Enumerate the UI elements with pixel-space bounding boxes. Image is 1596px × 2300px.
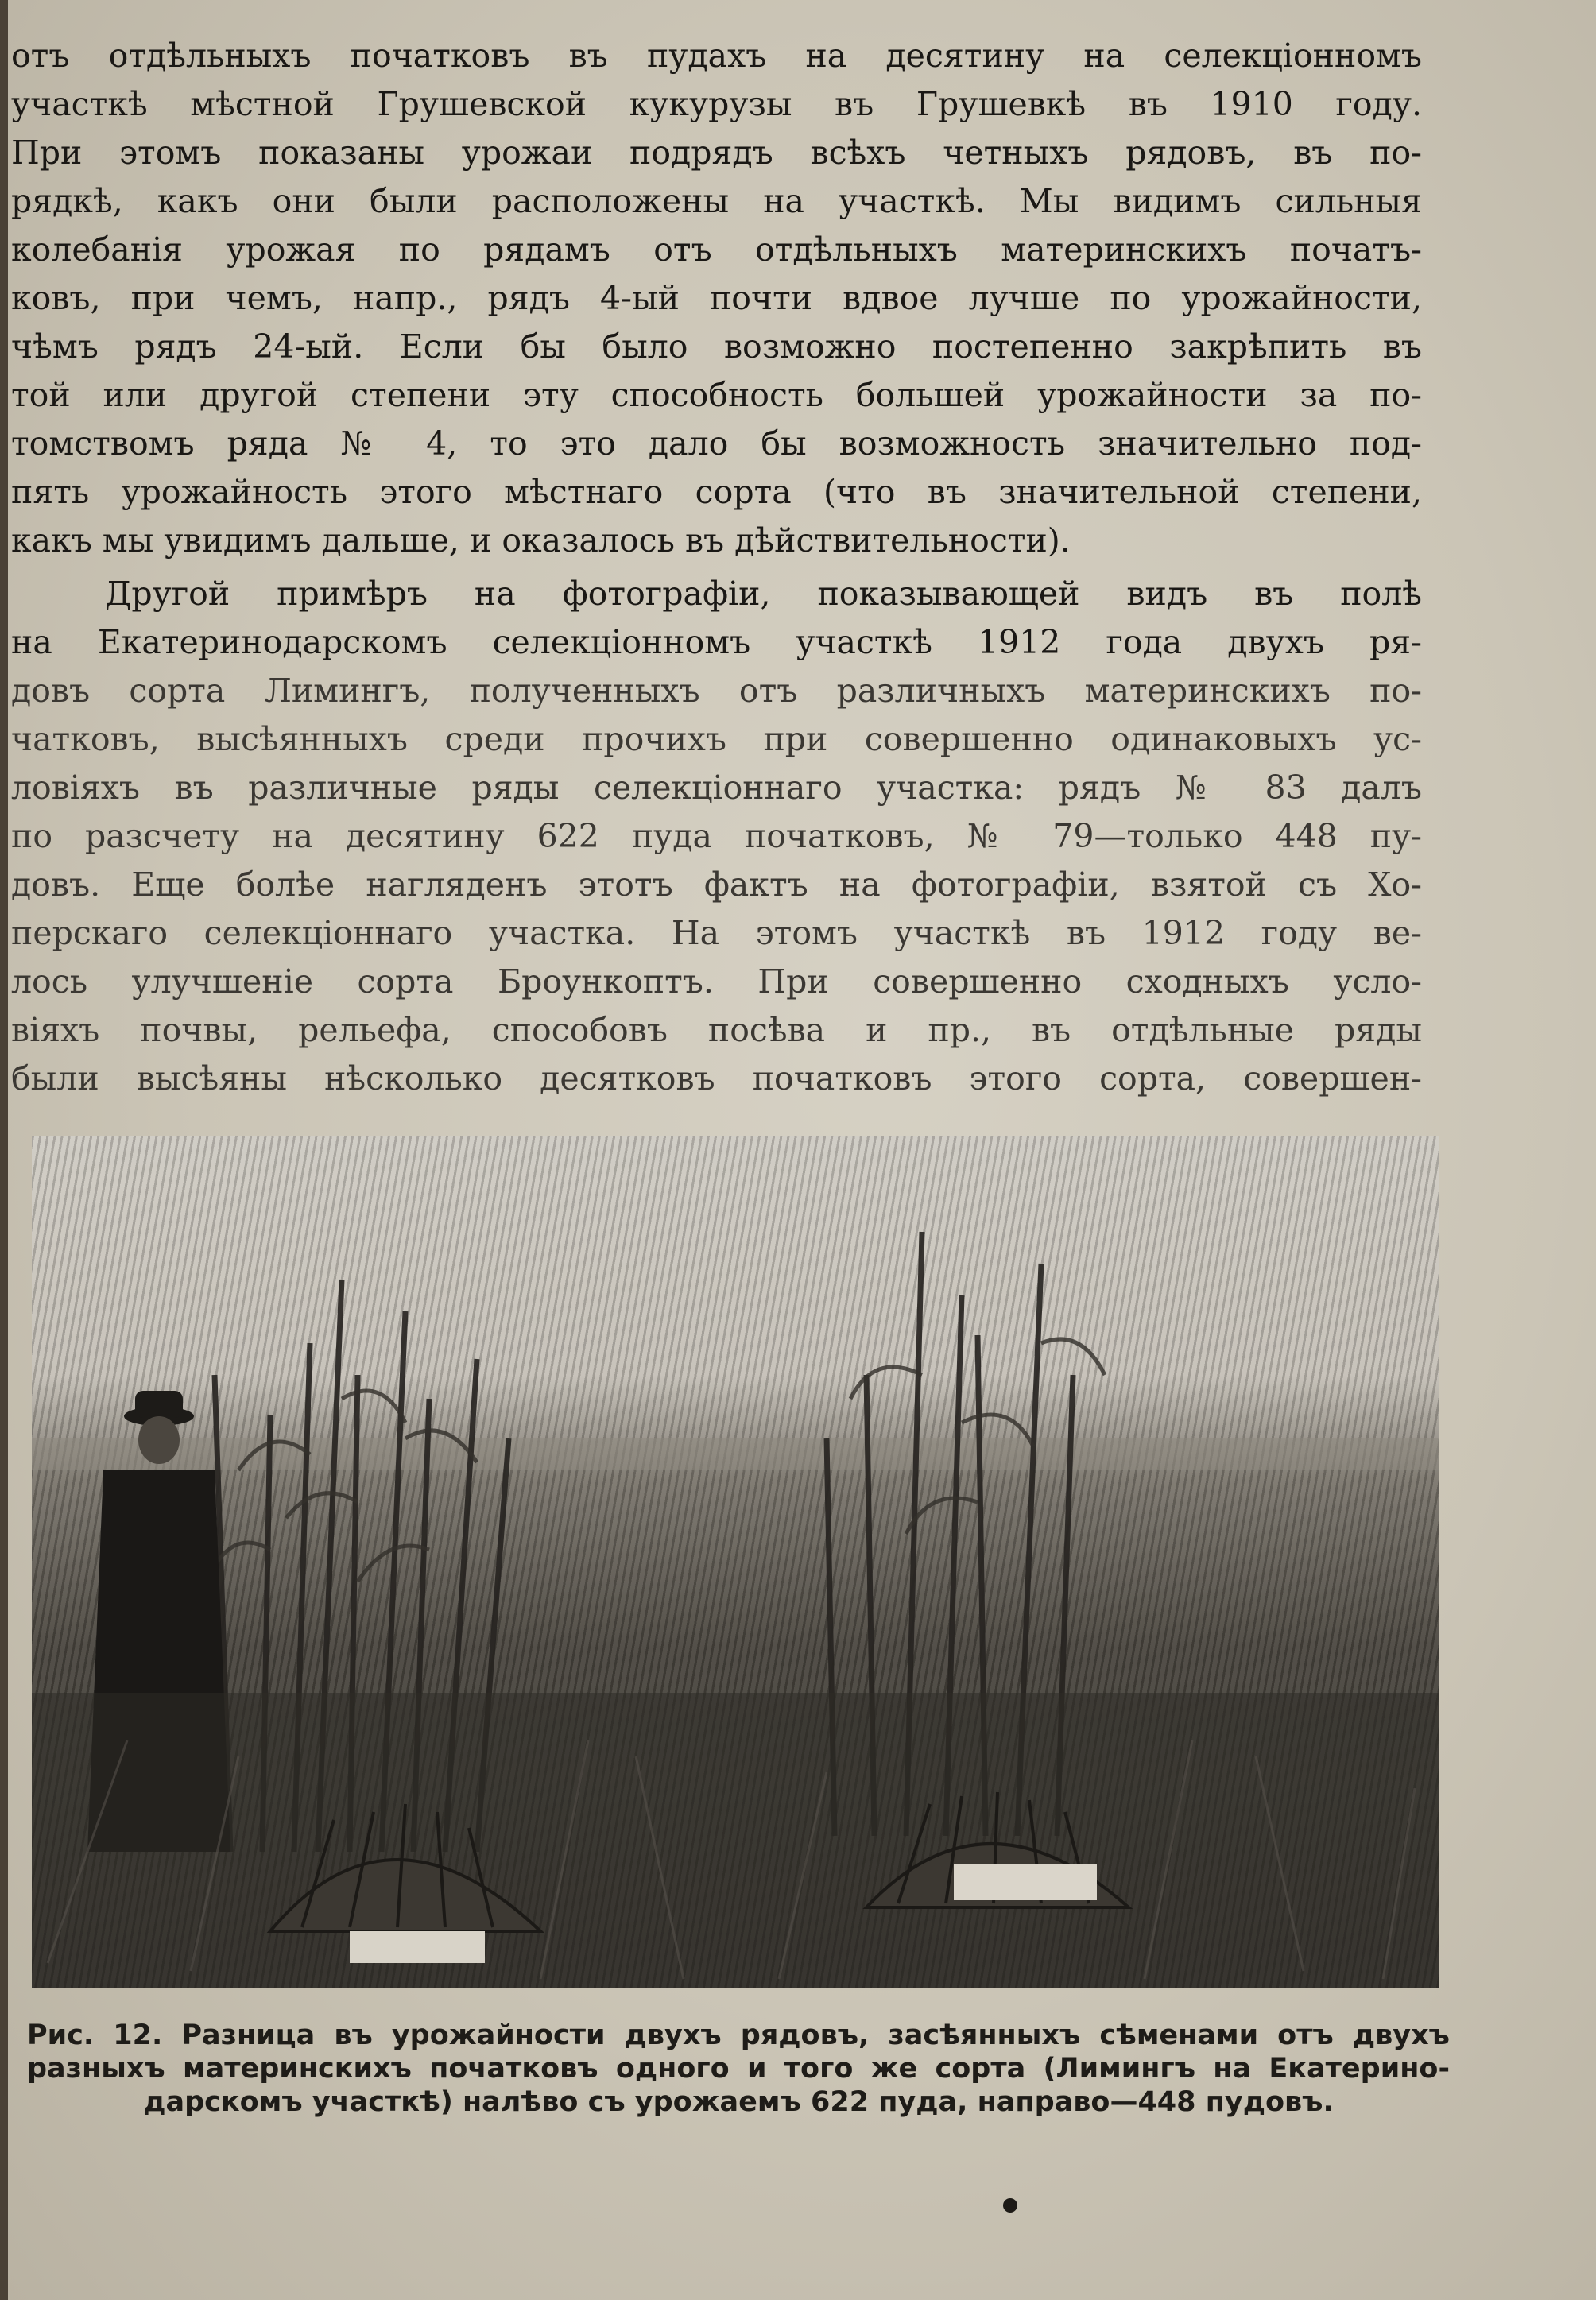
text-line: При этомъ показаны урожаи подрядъ всѣхъ четныхъ рядовъ, въ по- — [11, 134, 1422, 172]
body-text — [11, 32, 1422, 1103]
caption-line: разныхъ материнскихъ початковъ одного и того же сорта (Лимингъ на Екатерино- — [27, 2053, 1450, 2085]
text-line: ловіяхъ въ различные ряды селекціоннаго участка: рядъ № 83 далъ — [11, 769, 1422, 807]
caption-line: дарскомъ участкѣ) налѣво съ урожаемъ 622 пуда, направо—448 пудовъ. — [143, 2086, 1334, 2118]
text-line: какъ мы увидимъ дальше, и оказалось въ дѣйствительности). — [11, 521, 1071, 560]
text-line: по разсчету на десятину 622 пуда початковъ, № 79—только 448 пу- — [11, 817, 1422, 855]
cornfield-photograph — [32, 1136, 1439, 1988]
paragraph-2 — [11, 570, 1422, 1103]
caption-line: Рис. 12. Разница въ урожайности двухъ рядовъ, засѣянныхъ сѣменами отъ двухъ — [27, 2019, 1450, 2051]
label-card-right — [954, 1864, 1097, 1900]
text-line: рядкѣ, какъ они были расположены на участкѣ. Мы видимъ сильныя — [11, 182, 1422, 220]
text-line: довъ сорта Лимингъ, полученныхъ отъ различныхъ материнскихъ по- — [11, 672, 1422, 710]
page-binding-edge — [0, 0, 8, 2300]
text-line: перскаго селекціоннаго участка. На этомъ участкѣ въ 1912 году ве- — [11, 914, 1422, 952]
paragraph-1 — [11, 32, 1422, 565]
text-line: той или другой степени эту способность большей урожайности за по- — [11, 376, 1422, 414]
text-line: на Екатеринодарскомъ селекціонномъ участкѣ 1912 года двухъ ря- — [11, 623, 1422, 661]
text-line: ковъ, при чемъ, напр., рядъ 4-ый почти вдвое лучше по урожайности, — [11, 279, 1422, 317]
figure-caption — [27, 2019, 1450, 2119]
text-line: чѣмъ рядъ 24-ый. Если бы было возможно постепенно закрѣпить въ — [11, 327, 1422, 366]
text-line: были высѣяны нѣсколько десятковъ початковъ этого сорта, совершен- — [11, 1059, 1422, 1098]
text-line: лось улучшеніе сорта Броункоптъ. При совершенно сходныхъ усло- — [11, 962, 1422, 1001]
text-line: колебанія урожая по рядамъ отъ отдѣльныхъ материнскихъ початъ- — [11, 230, 1422, 269]
text-line: віяхъ почвы, рельефа, способовъ посѣва и пр., въ отдѣльные ряды — [11, 1011, 1422, 1049]
text-line: чатковъ, высѣянныхъ среди прочихъ при совершенно одинаковыхъ ус- — [11, 720, 1422, 758]
ink-spot — [1003, 2198, 1017, 2213]
label-card-left — [350, 1931, 485, 1963]
text-line: пять урожайность этого мѣстнаго сорта (что въ значительной степени, — [11, 473, 1422, 511]
text-line: Другой примѣръ на фотографіи, показывающей видъ въ полѣ — [105, 575, 1422, 613]
text-line: отъ отдѣльныхъ початковъ въ пудахъ на десятину на селекціонномъ — [11, 37, 1422, 75]
text-line: томствомъ ряда № 4, то это дало бы возможность значительно под- — [11, 424, 1422, 463]
text-line: участкѣ мѣстной Грушевской кукурузы въ Грушевкѣ въ 1910 году. — [11, 85, 1422, 123]
photo-illustration — [32, 1136, 1439, 1988]
text-line: довъ. Еще болѣе нагляденъ этотъ фактъ на фотографіи, взятой съ Хо- — [11, 865, 1422, 904]
